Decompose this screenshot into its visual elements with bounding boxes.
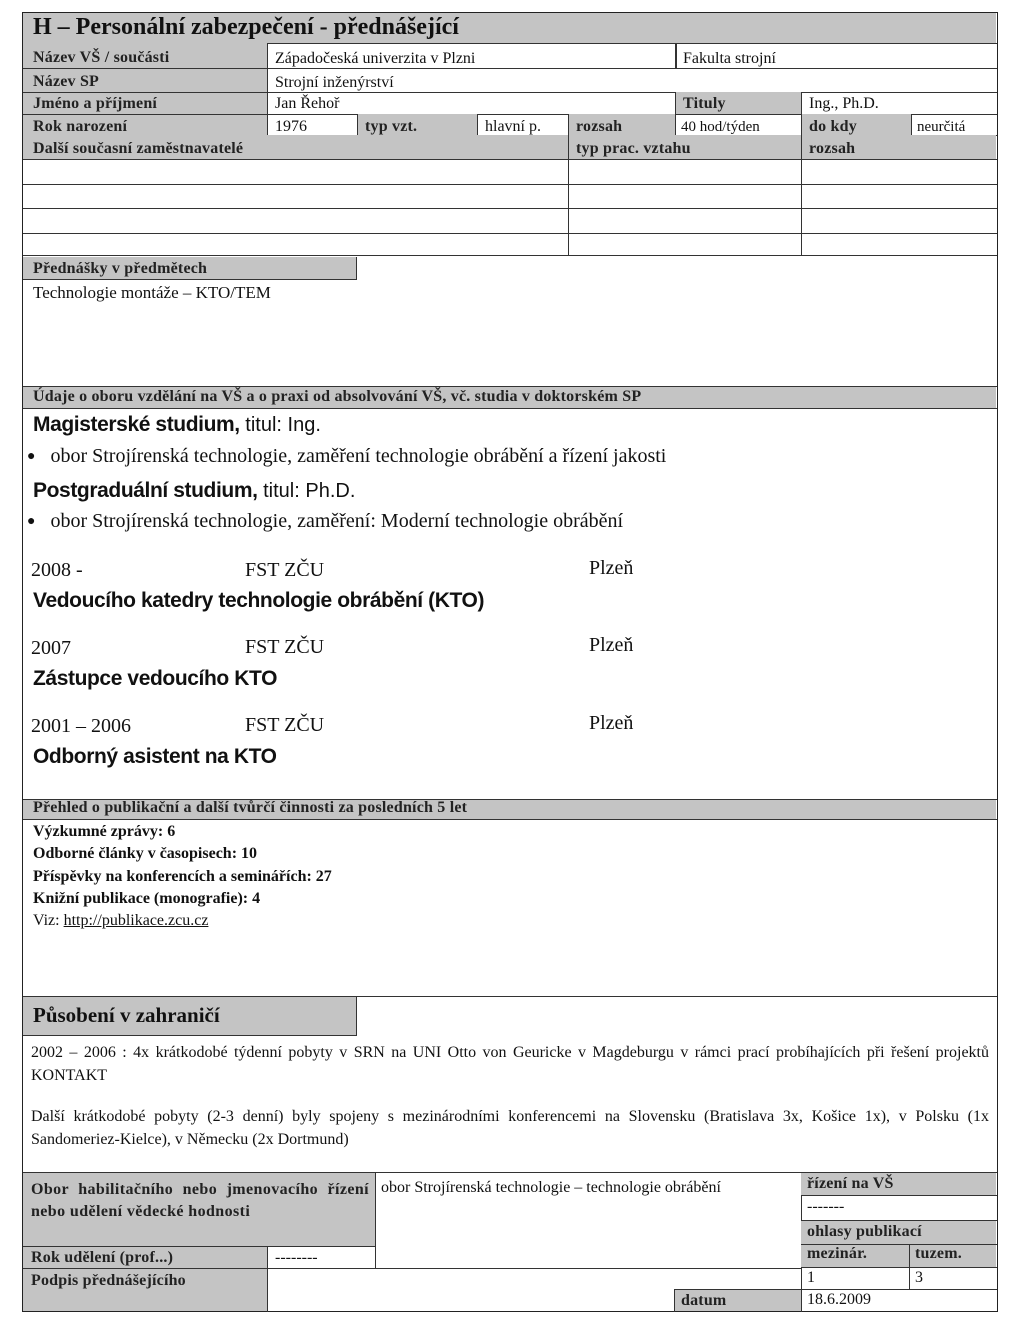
other-employers-label: Další současní zaměstnavatelé [33, 140, 244, 157]
masters-line [33, 413, 321, 437]
school-label: Název VŠ / součásti [33, 49, 170, 66]
publication-line: Knižní publikace (monografie): 4 [33, 890, 261, 907]
intl-value: 1 [807, 1269, 815, 1286]
scope-label: rozsah [576, 118, 623, 135]
habil-label: Obor habilitačního nebo jmenovacího řízení nebo udělení vědecké hodnosti [31, 1181, 369, 1220]
bullet-icon: ● [27, 449, 36, 464]
publications-label: Přehled o publikační a další tvůrčí činnosti za posledních 5 let [33, 799, 468, 816]
until-label: do kdy [809, 118, 857, 135]
page-title: H – Personální zabezpečení - přednášející [33, 14, 459, 40]
publication-line: Odborné články v časopisech: 10 [33, 845, 258, 862]
name-value: Jan Řehoř [275, 95, 340, 112]
domestic-label: tuzem. [915, 1245, 962, 1262]
position-role: Zástupce vedoucího KTO [33, 667, 278, 690]
school-value: Západočeská univerzita v Plzni [275, 50, 476, 67]
postgrad-bullet-text: obor Strojírenská technologie, zaměření: Moderní technologie obrábění [50, 510, 624, 532]
habil-value: obor Strojírenská technologie – technologie obrábění [381, 1179, 721, 1196]
position-org: FST ZČU [245, 559, 325, 581]
domestic-value: 3 [915, 1269, 923, 1286]
date-label: datum [681, 1292, 727, 1309]
abroad-paragraph-2: Další krátkodobé pobyty (2-3 denní) byly spojeny s mezinárodními konferencemi na Slovensku (Bratislava 3x, Košice 1x), v Polsku (1x Sandomeriez-Kielce), v Německu (2x Dortmund) [31, 1108, 989, 1148]
lectures-label: Přednášky v předmětech [33, 260, 208, 277]
postgrad-bullet-item [27, 510, 623, 533]
masters-bullet-text: obor Strojírenská technologie, zaměření technologie obrábění a řízení jakosti [50, 445, 667, 467]
faculty-value: Fakulta strojní [683, 50, 776, 67]
position-org: FST ZČU [245, 636, 325, 658]
position-role: Vedoucího katedry technologie obrábění (KTO) [33, 589, 485, 612]
type-label: typ vzt. [365, 118, 418, 135]
abroad-paragraph-1: 2002 – 2006 : 4x krátkodobé týdenní pobyty v SRN na UNI Otto von Geuricke v Magdeburgu v rámci prací probíhajících při řešení projektů KONTAKT [31, 1044, 989, 1084]
masters-heading: Magisterské studium, [33, 413, 240, 436]
postgrad-title: titul: Ph.D. [257, 480, 356, 502]
publication-line: Příspěvky na konferencích a seminářích: 27 [33, 868, 332, 885]
position-place: Plzeň [589, 712, 634, 734]
position-years: 2007 [31, 637, 71, 659]
titles-value: Ing., Ph.D. [809, 95, 879, 112]
name-label: Jméno a příjmení [33, 95, 158, 112]
birth-value: 1976 [275, 118, 307, 135]
education-label: Údaje o oboru vzdělání na VŠ a o praxi od absolvování VŠ, vč. studia v doktorském SP [33, 388, 642, 405]
postgrad-line [33, 479, 355, 503]
position-years: 2008 - [31, 559, 83, 581]
see-label: Viz: [33, 912, 64, 929]
abroad-label: Působení v zahraničí [33, 1003, 220, 1027]
signature-label: Podpis přednášejícího [31, 1272, 186, 1289]
type-value: hlavní p. [485, 118, 541, 135]
signature-field[interactable] [268, 1269, 674, 1311]
birth-label: Rok narození [33, 118, 128, 135]
year-label: Rok udělení (prof...) [31, 1249, 174, 1266]
scope-value: 40 hod/týden [681, 119, 760, 135]
program-value: Strojní inženýrství [275, 74, 394, 91]
work-type-label: typ prac. vztahu [576, 140, 691, 157]
position-years: 2001 – 2006 [31, 715, 131, 737]
responses-label: ohlasy publikací [807, 1223, 922, 1240]
program-label: Název SP [33, 73, 100, 90]
masters-bullet-item [27, 445, 666, 468]
work-scope-label: rozsah [809, 140, 856, 157]
document-frame [22, 12, 998, 1312]
publications-link[interactable]: http://publikace.zcu.cz [63, 912, 209, 929]
position-place: Plzeň [589, 634, 634, 656]
year-value: -------- [275, 1249, 318, 1266]
procedure-label: řízení na VŠ [807, 1175, 894, 1192]
position-org: FST ZČU [245, 714, 325, 736]
position-role: Odborný asistent na KTO [33, 745, 277, 768]
titles-label: Tituly [683, 95, 726, 112]
procedure-value: ------- [807, 1198, 845, 1215]
position-place: Plzeň [589, 557, 634, 579]
lectures-value: Technologie montáže – KTO/TEM [33, 283, 271, 302]
until-value: neurčitá [917, 119, 966, 135]
date-value: 18.6.2009 [807, 1291, 871, 1308]
bullet-icon: ● [27, 514, 36, 529]
postgrad-heading: Postgraduální studium, [33, 479, 258, 502]
publication-line: Výzkumné zprávy: 6 [33, 823, 176, 840]
intl-label: mezinár. [807, 1245, 868, 1262]
publications-see-line [33, 912, 208, 930]
masters-title: titul: Ing. [239, 414, 321, 436]
